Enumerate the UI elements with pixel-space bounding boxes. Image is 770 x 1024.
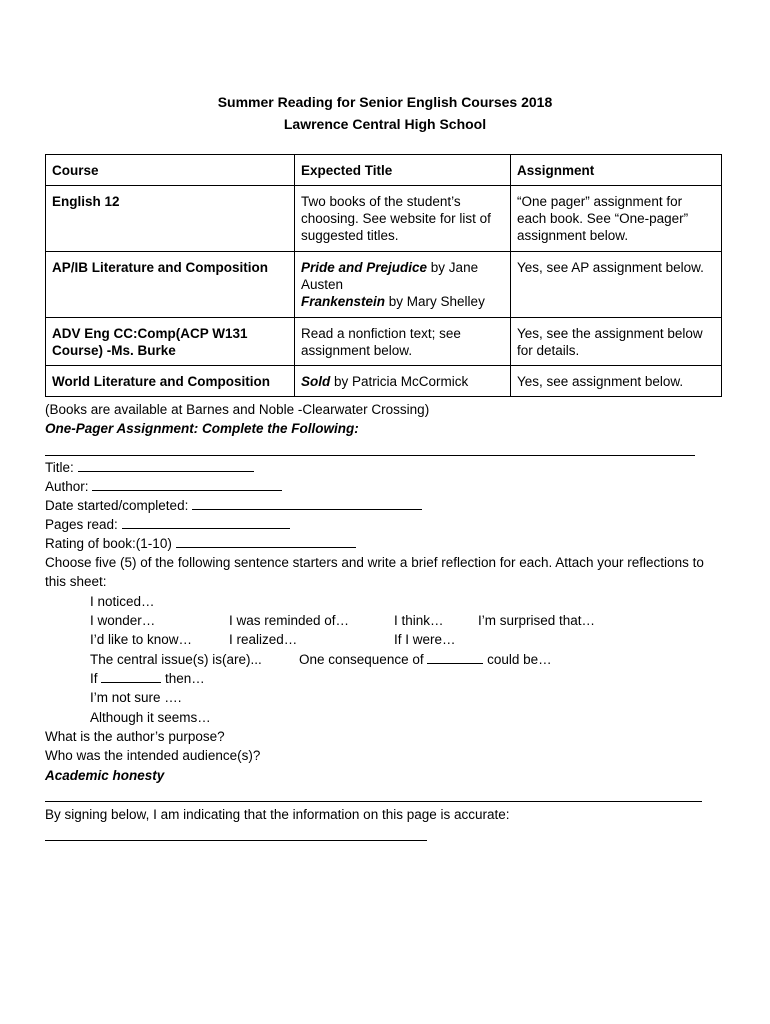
table-row xyxy=(46,366,722,397)
starter-surprised: I’m surprised that… xyxy=(478,613,596,628)
divider-line xyxy=(45,455,695,456)
if-blank[interactable] xyxy=(101,669,161,683)
starter-if-then: If then… xyxy=(90,671,205,686)
assignment-cell: Yes, see AP assignment below. xyxy=(511,252,722,318)
book-author: by Jane Austen xyxy=(301,260,479,292)
availability-note: (Books are available at Barnes and Noble -Clearwater Crossing) xyxy=(45,402,430,417)
signature-line[interactable] xyxy=(45,840,427,841)
one-pager-heading: One-Pager Assignment: Complete the Following: xyxy=(45,421,359,436)
title-label: Title: xyxy=(45,460,78,475)
honesty-statement: By signing below, I am indicating that the information on this page is accurate: xyxy=(45,807,510,822)
assignment-cell: “One pager” assignment for each book. See “One-pager” assignment below. xyxy=(511,186,722,252)
starter-noticed: I noticed… xyxy=(90,594,155,609)
book-title: Frankenstein xyxy=(301,294,386,309)
dates-blank[interactable] xyxy=(192,496,422,510)
school-name: Lawrence Central High School xyxy=(283,116,487,132)
pages-label: Pages read: xyxy=(45,517,122,532)
starter-like-to-know: I’d like to know… xyxy=(90,632,193,647)
course-cell: AP/IB Literature and Composition xyxy=(46,252,295,318)
expected-title-cell: Read a nonfiction text; see assignment below. xyxy=(295,318,511,366)
header-expected-title: Expected Title xyxy=(295,155,511,186)
course-cell: ADV Eng CC:Comp(ACP W131 Course) -Ms. Burke xyxy=(46,318,295,366)
title-blank[interactable] xyxy=(78,458,254,472)
course-cell: English 12 xyxy=(46,186,295,252)
author-label: Author: xyxy=(45,479,93,494)
book-title: Sold xyxy=(301,374,331,389)
question-audience: Who was the intended audience(s)? xyxy=(45,748,261,763)
rating-blank[interactable] xyxy=(176,534,356,548)
courses-table xyxy=(45,154,722,397)
pages-blank[interactable] xyxy=(122,515,290,529)
book-author: by Patricia McCormick xyxy=(330,374,469,389)
header-assignment: Assignment xyxy=(511,155,722,186)
starter-although: Although it seems… xyxy=(90,710,211,725)
starter-realized: I realized… xyxy=(229,632,298,647)
starter-if-i-were: If I were… xyxy=(394,632,456,647)
book-title: Pride and Prejudice xyxy=(301,260,428,275)
starter-consequence: One consequence of could be… xyxy=(299,652,552,667)
rating-label: Rating of book:(1-10) xyxy=(45,536,176,551)
assignment-cell: Yes, see assignment below. xyxy=(511,366,722,397)
pages-field[interactable] xyxy=(45,515,290,534)
divider-line xyxy=(45,801,702,802)
assignment-cell: Yes, see the assignment below for details. xyxy=(511,318,722,366)
starter-think: I think… xyxy=(394,613,444,628)
starter-not-sure: I’m not sure …. xyxy=(90,690,182,705)
title-field[interactable] xyxy=(45,458,254,477)
header-course: Course xyxy=(46,155,295,186)
dates-label: Date started/completed: xyxy=(45,498,193,513)
starter-reminded: I was reminded of… xyxy=(229,613,350,628)
table-header-row xyxy=(46,155,722,186)
book-author: by Mary Shelley xyxy=(385,294,485,309)
table-row xyxy=(46,186,722,252)
table-row xyxy=(46,318,722,366)
document-title: Summer Reading for Senior English Courses 2018 xyxy=(217,94,553,110)
rating-field[interactable] xyxy=(45,534,356,553)
table-row xyxy=(46,252,722,318)
starter-central-issue: The central issue(s) is(are)... xyxy=(90,652,262,667)
honesty-heading: Academic honesty xyxy=(45,768,165,783)
dates-field[interactable] xyxy=(45,496,422,515)
consequence-blank[interactable] xyxy=(427,650,483,664)
course-cell: World Literature and Composition xyxy=(46,366,295,397)
expected-title-cell xyxy=(295,252,511,318)
author-field[interactable] xyxy=(45,477,282,496)
instructions: Choose five (5) of the following sentence starters and write a brief reflection for each. Attach your reflections to this sheet: xyxy=(45,555,704,589)
author-blank[interactable] xyxy=(92,477,282,491)
question-purpose: What is the author’s purpose? xyxy=(45,729,225,744)
expected-title-cell xyxy=(295,366,511,397)
expected-title-cell: Two books of the student’s choosing. See website for list of suggested titles. xyxy=(295,186,511,252)
starter-wonder: I wonder… xyxy=(90,613,156,628)
